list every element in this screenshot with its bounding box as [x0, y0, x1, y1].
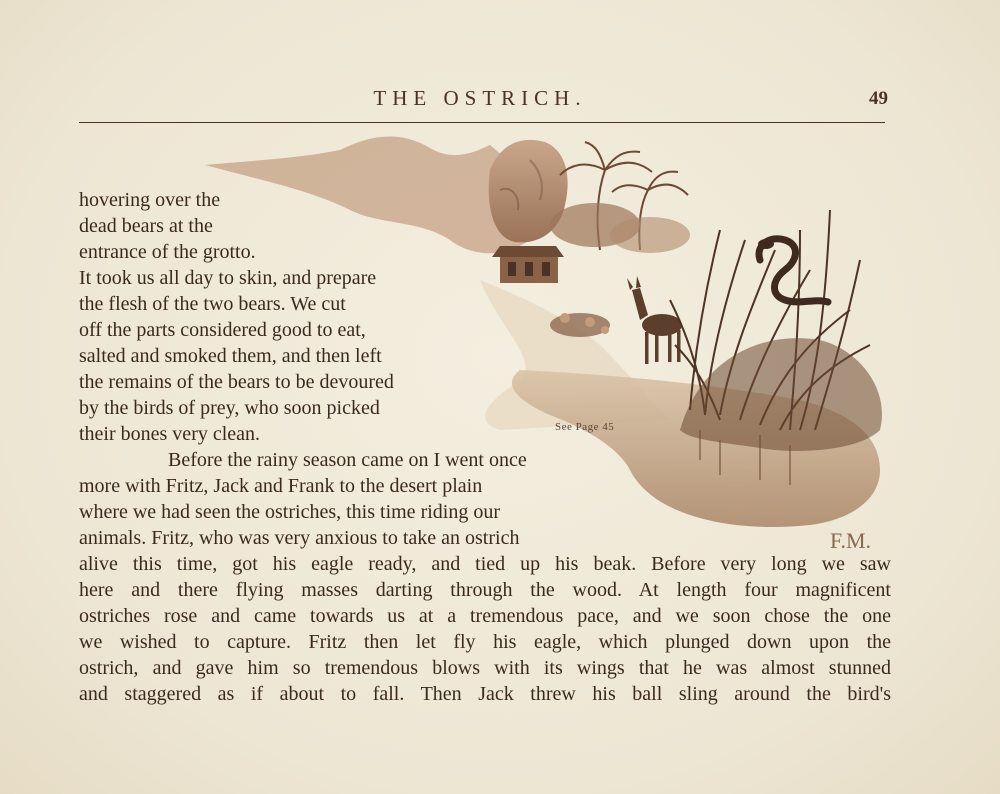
text-line: more with Fritz, Jack and Frank to the desert plain	[79, 475, 483, 497]
text-line: It took us all day to skin, and prepare	[79, 267, 377, 289]
running-head-title: THE OSTRICH.	[373, 86, 587, 110]
text-line: ostriches rose and came towards us at a tremendous pace, and we soon chose the one	[79, 605, 891, 627]
illustration-caption: See Page 45	[555, 421, 615, 433]
text-line: salted and smoked them, and then left	[79, 345, 382, 367]
text-line: dead bears at the	[79, 215, 213, 237]
flower-bush	[550, 313, 610, 337]
text-line: the flesh of the two bears. We cut	[79, 293, 346, 315]
text-line: where we had seen the ostriches, this time riding our	[79, 501, 500, 523]
text-line: hovering over the	[79, 189, 221, 211]
donkey-figure	[627, 276, 682, 364]
text-line: we wished to capture. Fritz then let fly his eagle, which plunged down upon the	[79, 631, 891, 653]
text-line: alive this time, got his eagle ready, and tied up his beak. Before very long we saw	[79, 553, 891, 575]
text-line: off the parts considered good to eat,	[79, 319, 366, 341]
text-line: animals. Fritz, who was very anxious to take an ostrich	[79, 527, 520, 549]
artist-signature: F.M.	[830, 528, 872, 553]
text-line: their bones very clean.	[79, 423, 261, 445]
page-number: 49	[869, 88, 888, 109]
text-line-indented: Before the rainy season came on I went once	[168, 449, 527, 471]
text-line: by the birds of prey, who soon picked	[79, 397, 380, 419]
hut	[492, 246, 564, 283]
text-line: ostrich, and gave him so tremendous blows with its wings that he was almost stunned	[79, 657, 891, 679]
text-line: the remains of the bears to be devoured	[79, 371, 394, 393]
text-line: entrance of the grotto.	[79, 241, 256, 263]
text-line: here and there flying masses darting through the wood. At length four magnificent	[79, 579, 891, 601]
text-line: and staggered as if about to fall. Then Jack threw his ball sling around the bird's	[79, 683, 891, 705]
header-rule	[79, 122, 885, 123]
